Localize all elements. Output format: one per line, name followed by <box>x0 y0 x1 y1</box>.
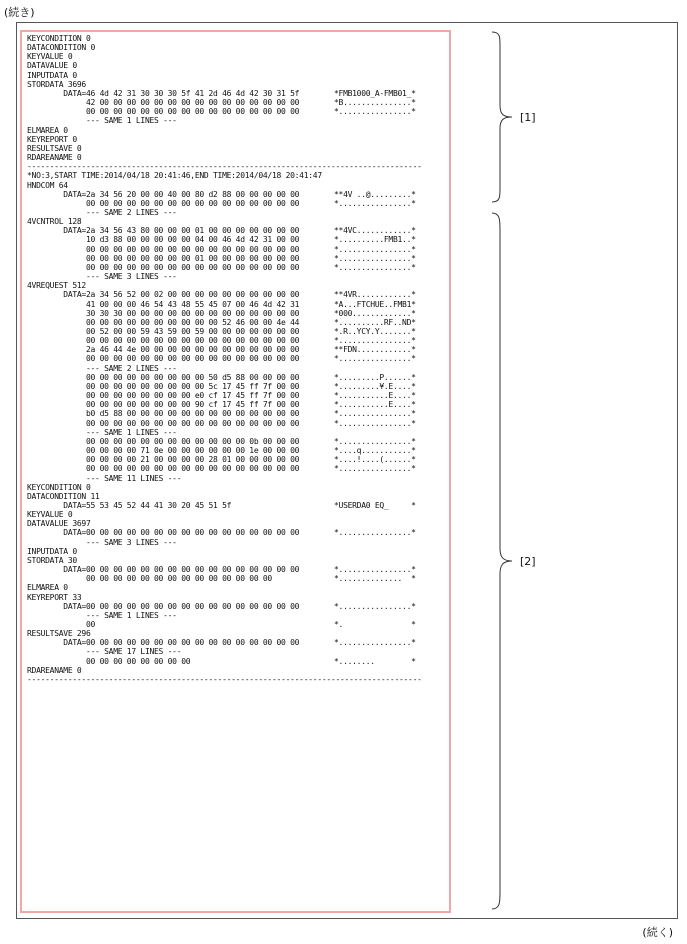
listing-line-ascii: *................* <box>334 601 416 611</box>
listing-line-text: DATA=00 00 00 00 00 00 00 00 00 00 00 00 00 00 00 00 <box>27 565 300 575</box>
listing-line-text: 00 00 00 00 00 00 00 00 00 50 d5 88 00 00 00 00 <box>27 372 300 382</box>
listing-line-text: STORDATA 3696 <box>27 79 86 89</box>
listing-line <box>27 116 447 125</box>
listing-line-ascii: *.........P......* <box>334 372 416 382</box>
listing-line <box>27 61 447 70</box>
listing-line <box>27 400 447 409</box>
listing-line-ascii: **4VC............* <box>334 226 416 236</box>
listing-line <box>27 181 447 190</box>
listing-line <box>27 80 447 89</box>
listing-line-text: 00 00 00 00 00 00 00 00 01 00 00 00 00 00 00 00 <box>27 253 300 263</box>
listing-line-text: 00 52 00 00 59 43 59 00 59 00 00 00 00 00 00 00 <box>27 327 300 336</box>
listing-line <box>27 318 447 327</box>
listing-line-text: DATA=00 00 00 00 00 00 00 00 00 00 00 00 00 00 00 00 <box>27 528 300 538</box>
listing-line <box>27 162 447 171</box>
listing-line <box>27 519 447 528</box>
listing-line <box>27 336 447 345</box>
listing-line-ascii: *................* <box>334 638 416 648</box>
listing-line <box>27 611 447 620</box>
trace-listing <box>27 34 447 684</box>
listing-line <box>27 171 447 180</box>
listing-line-text: STORDATA 30 <box>27 555 77 565</box>
listing-line <box>27 528 447 537</box>
listing-line-text: 4VREQUEST 512 <box>27 281 86 291</box>
listing-line <box>27 208 447 217</box>
listing-line-text: RDAREANAME 0 <box>27 665 82 675</box>
listing-line <box>27 126 447 135</box>
listing-line-ascii: *..........FMB1..* <box>334 235 416 245</box>
listing-line-text: INPUTDATA 0 <box>27 546 77 556</box>
listing-line-text: KEYVALUE 0 <box>27 510 73 520</box>
listing-line <box>27 226 447 235</box>
listing-line <box>27 107 447 116</box>
listing-line-text: KEYVALUE 0 <box>27 52 73 62</box>
listing-line <box>27 455 447 464</box>
listing-line <box>27 364 447 373</box>
listing-line-text: 00 00 00 00 00 00 00 00 00 00 00 00 00 00 00 00 <box>27 418 300 428</box>
listing-line-ascii: *................* <box>334 409 416 419</box>
listing-line-text: 00 00 00 00 00 00 00 00 <box>27 656 191 666</box>
listing-line <box>27 510 447 519</box>
listing-line-text: --- SAME 11 LINES --- <box>27 473 182 483</box>
listing-line-text: DATA=46 4d 42 31 30 30 30 5f 41 2d 46 4d 42 30 31 5f <box>27 88 300 98</box>
listing-line-ascii: *................* <box>334 436 416 446</box>
listing-line-ascii: *.R..YCY.Y.......* <box>334 327 416 336</box>
listing-line-text: --- SAME 17 LINES --- <box>27 647 182 657</box>
listing-line <box>27 354 447 363</box>
listing-line-text: 00 00 00 00 00 00 00 00 00 00 00 00 00 00 00 00 <box>27 107 300 117</box>
listing-line <box>27 492 447 501</box>
listing-line-ascii: *. * <box>334 620 416 629</box>
listing-line-text: 00 00 00 00 00 00 00 00 00 00 52 46 00 00 4e 44 <box>27 317 300 327</box>
listing-line-text: 00 00 00 00 00 00 00 00 00 00 00 00 00 00 <box>27 574 272 584</box>
listing-line <box>27 483 447 492</box>
listing-line-ascii: *B...............* <box>334 98 416 108</box>
listing-line-ascii: *................* <box>334 565 416 575</box>
listing-line-ascii: *.............. * <box>334 574 416 584</box>
listing-line <box>27 199 447 208</box>
listing-line-text: DATACONDITION 11 <box>27 491 100 501</box>
listing-line <box>27 71 447 80</box>
listing-line <box>27 547 447 556</box>
listing-line-text: 2a 46 44 4e 00 00 00 00 00 00 00 00 00 00 00 00 <box>27 345 300 355</box>
listing-line-ascii: *FMB1000_A-FMB01_* <box>334 88 416 98</box>
listing-line-text: --- SAME 1 LINES --- <box>27 427 177 437</box>
listing-line <box>27 391 447 400</box>
listing-line <box>27 675 447 684</box>
listing-line <box>27 474 447 483</box>
listing-line <box>27 419 447 428</box>
listing-line-text: *NO:3,START TIME:2014/04/18 20:41:46,END TIME:2014/04/18 20:41:47 <box>27 171 322 181</box>
listing-line <box>27 135 447 144</box>
bracket-2-label: [2] <box>520 555 536 568</box>
listing-line <box>27 217 447 226</box>
listing-line-text: RESULTSAVE 296 <box>27 629 91 639</box>
listing-line-ascii: *..........RF..ND* <box>334 317 416 327</box>
listing-line-ascii: *................* <box>334 198 416 208</box>
listing-line <box>27 464 447 473</box>
listing-line <box>27 501 447 510</box>
listing-line-text: --- SAME 2 LINES --- <box>27 363 177 373</box>
listing-line-text: 41 00 00 00 46 54 43 48 55 45 07 00 46 4d 42 31 <box>27 299 300 309</box>
listing-line-text: ELMAREA 0 <box>27 125 68 135</box>
listing-line-ascii: *................* <box>334 253 416 263</box>
listing-line <box>27 153 447 162</box>
listing-line <box>27 657 447 666</box>
listing-line-text: 00 00 00 00 00 00 00 00 00 00 00 00 00 00 00 00 <box>27 244 300 254</box>
listing-line-text: 00 00 00 00 71 0e 00 00 00 00 00 00 1e 00 00 00 <box>27 446 300 456</box>
listing-line-ascii: *................* <box>334 354 416 364</box>
listing-line-text: KEYCONDITION 0 <box>27 482 91 492</box>
listing-line <box>27 620 447 629</box>
listing-line-text: 00 00 00 00 00 00 00 00 00 00 00 00 00 00 00 00 <box>27 198 300 208</box>
bracket-1-label: [1] <box>520 111 536 124</box>
listing-line <box>27 629 447 638</box>
listing-line-text: DATA=2a 34 56 43 80 00 00 00 01 00 00 00 00 00 00 00 <box>27 226 300 236</box>
listing-line <box>27 666 447 675</box>
listing-line-text: --- SAME 3 LINES --- <box>27 537 177 547</box>
listing-line-text: 00 <box>27 620 96 629</box>
listing-line <box>27 98 447 107</box>
listing-line-text: 00 00 00 00 00 00 00 00 90 cf 17 45 ff 7f 00 00 <box>27 400 300 410</box>
listing-line-text: DATA=00 00 00 00 00 00 00 00 00 00 00 00 00 00 00 00 <box>27 638 300 648</box>
listing-line-text: --------------------------------------------------------------------------------------- <box>27 162 422 172</box>
listing-line-text: DATA=00 00 00 00 00 00 00 00 00 00 00 00 00 00 00 00 <box>27 601 300 611</box>
listing-line-text: DATA=55 53 45 52 44 41 30 20 45 51 5f <box>27 500 232 510</box>
continued-label-bottom: (続く) <box>642 926 673 939</box>
listing-line-ascii: *.........¥.E....* <box>334 381 416 391</box>
listing-line <box>27 281 447 290</box>
listing-line-text: HNDCOM 64 <box>27 180 68 190</box>
listing-line-text: KEYCONDITION 0 <box>27 34 91 43</box>
listing-line-text: 30 30 30 00 00 00 00 00 00 00 00 00 00 00 00 00 <box>27 308 300 318</box>
continued-label-top: (続き) <box>4 6 35 19</box>
listing-line-text: DATAVALUE 3697 <box>27 519 91 529</box>
listing-line-text: --------------------------------------------------------------------------------------- <box>27 674 422 684</box>
listing-line <box>27 446 447 455</box>
listing-line <box>27 43 447 52</box>
listing-line-text: RESULTSAVE 0 <box>27 143 82 153</box>
listing-line <box>27 565 447 574</box>
listing-line-ascii: *................* <box>334 528 416 538</box>
listing-line <box>27 583 447 592</box>
listing-line-text: 10 d3 88 00 00 00 00 00 04 00 46 4d 42 31 00 00 <box>27 235 300 245</box>
listing-line-text: DATACONDITION 0 <box>27 43 96 53</box>
listing-line-ascii: **FDN............* <box>334 345 416 355</box>
listing-line-ascii: **4V ..@.........* <box>334 189 416 199</box>
listing-line <box>27 327 447 336</box>
listing-line-ascii: *................* <box>334 418 416 428</box>
listing-line-text: 42 00 00 00 00 00 00 00 00 00 00 00 00 00 00 00 <box>27 98 300 108</box>
listing-line <box>27 89 447 98</box>
listing-line-ascii: *000.............* <box>334 308 416 318</box>
listing-line-text: ELMAREA 0 <box>27 583 68 593</box>
listing-line <box>27 34 447 43</box>
listing-line <box>27 235 447 244</box>
listing-line <box>27 290 447 299</box>
listing-line <box>27 602 447 611</box>
listing-line-text: --- SAME 1 LINES --- <box>27 610 177 620</box>
listing-line-text: RDAREANAME 0 <box>27 153 82 163</box>
listing-line-ascii: *................* <box>334 244 416 254</box>
listing-line-ascii: *....q...........* <box>334 446 416 456</box>
listing-line-text: --- SAME 3 LINES --- <box>27 272 177 282</box>
listing-line-text: b0 d5 88 00 00 00 00 00 00 00 00 00 00 00 00 00 <box>27 409 300 419</box>
listing-line-text: 00 00 00 00 21 00 00 00 00 28 01 00 00 00 00 00 <box>27 455 300 465</box>
listing-line-ascii: **4VR............* <box>334 290 416 300</box>
listing-line-ascii: *USERDA0 EQ_ * <box>334 500 416 510</box>
listing-line <box>27 373 447 382</box>
listing-line-ascii: *...........E....* <box>334 391 416 401</box>
bracket-1-brace <box>490 31 516 203</box>
listing-line <box>27 556 447 565</box>
listing-line-text: --- SAME 2 LINES --- <box>27 207 177 217</box>
listing-line <box>27 538 447 547</box>
listing-line-text: 00 00 00 00 00 00 00 00 00 00 00 00 00 00 00 00 <box>27 336 300 346</box>
listing-line-text: 4VCNTROL 128 <box>27 217 82 227</box>
listing-line-text: KEYREPORT 0 <box>27 134 77 144</box>
listing-line <box>27 272 447 281</box>
listing-line-ascii: *................* <box>334 464 416 474</box>
listing-line <box>27 382 447 391</box>
listing-line <box>27 254 447 263</box>
listing-line-text: 00 00 00 00 00 00 00 00 00 00 00 00 00 00 00 00 <box>27 354 300 364</box>
listing-line-ascii: *....!....(......* <box>334 455 416 465</box>
listing-line <box>27 647 447 656</box>
listing-line <box>27 263 447 272</box>
listing-line <box>27 574 447 583</box>
listing-line-text: 00 00 00 00 00 00 00 00 e0 cf 17 45 ff 7f 00 00 <box>27 391 300 401</box>
listing-line <box>27 593 447 602</box>
bracket-2-brace <box>490 212 516 910</box>
listing-line <box>27 144 447 153</box>
listing-line-ascii: *................* <box>334 262 416 272</box>
listing-line-text: 00 00 00 00 00 00 00 00 00 5c 17 45 ff 7f 00 00 <box>27 381 300 391</box>
listing-line-ascii: *........ * <box>334 656 416 666</box>
listing-line-text: DATA=2a 34 56 20 00 00 40 00 80 d2 88 00 00 00 00 00 <box>27 189 300 199</box>
listing-line-ascii: *...........E....* <box>334 400 416 410</box>
listing-line <box>27 300 447 309</box>
listing-line <box>27 409 447 418</box>
listing-line <box>27 345 447 354</box>
listing-line-text: 00 00 00 00 00 00 00 00 00 00 00 00 00 00 00 00 <box>27 464 300 474</box>
listing-line-text: 00 00 00 00 00 00 00 00 00 00 00 00 00 00 00 00 <box>27 262 300 272</box>
listing-line-text: 00 00 00 00 00 00 00 00 00 00 00 00 0b 00 00 00 <box>27 436 300 446</box>
listing-line-text: --- SAME 1 LINES --- <box>27 116 177 126</box>
listing-line-ascii: *A...FTCHUE..FMB1* <box>334 299 416 309</box>
listing-line-text: DATAVALUE 0 <box>27 61 77 71</box>
listing-line <box>27 437 447 446</box>
listing-line-text: INPUTDATA 0 <box>27 70 77 80</box>
listing-line <box>27 52 447 61</box>
listing-line <box>27 428 447 437</box>
listing-line-text: KEYREPORT 33 <box>27 592 82 602</box>
listing-line-ascii: *................* <box>334 336 416 346</box>
listing-line <box>27 190 447 199</box>
listing-line-text: DATA=2a 34 56 52 00 02 00 00 00 00 00 00 00 00 00 00 <box>27 290 300 300</box>
listing-line <box>27 638 447 647</box>
listing-line-ascii: *................* <box>334 107 416 117</box>
listing-line <box>27 309 447 318</box>
listing-line <box>27 245 447 254</box>
